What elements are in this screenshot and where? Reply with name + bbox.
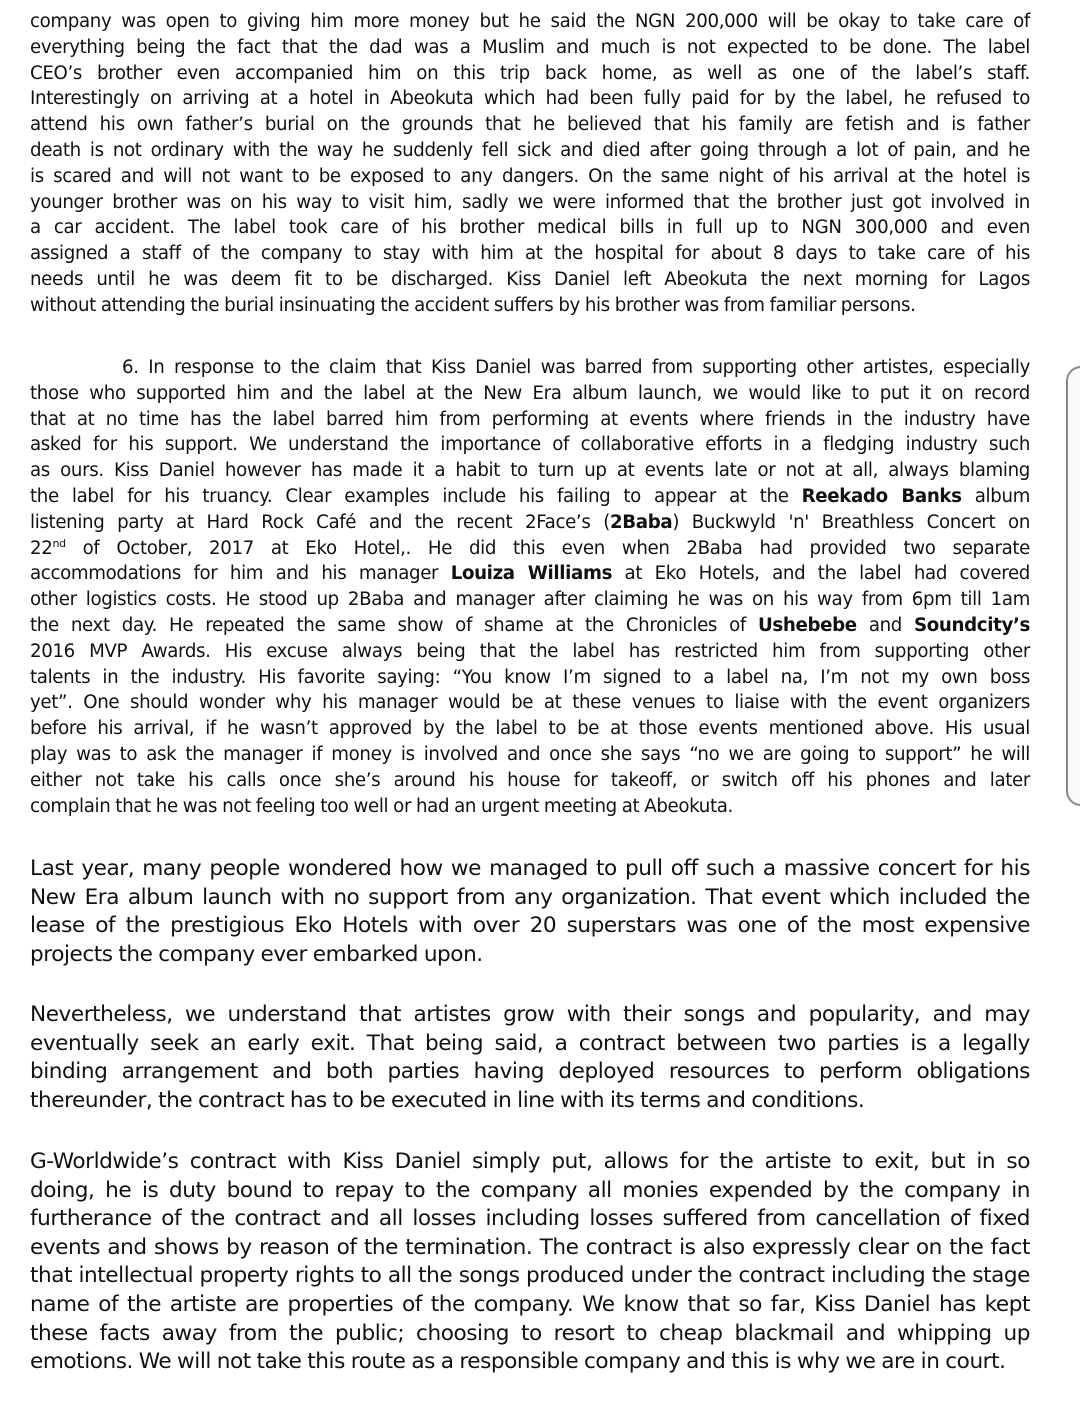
text-line [30,742,1030,768]
text-line: lease of the prestigious Eko Hotels with over 20 superstars was one of the most expensive [30,913,1030,939]
line-text: before his arrival, if he wasn’t approved by the label to be at those events mentioned above. His usual [30,718,1030,740]
line-text: play was to ask the manager if money is involved and once she says “no we are going to support” he will [30,743,1030,765]
text-line: is scared and will not want to be exposed to any dangers. On the same night of his arrival at the hotel is [30,165,1030,187]
bold-name-2baba: 2Baba [609,511,673,533]
text-line [30,768,1030,794]
text-line [30,690,1030,716]
line-text: album [961,485,1030,507]
text-line: New Era album launch with no support from any organization. That event which included the [30,884,1030,910]
text-line: G-Worldwide’s contract with Kiss Daniel simply put, allows for the artiste to exit, but in so [30,1149,1030,1174]
line-text: talents in the industry. His favorite saying: “You know I’m signed to a label na, I’m not my own boss [30,666,1030,688]
text-line: projects the company ever embarked upon. [30,941,483,967]
line-text: as ours. Kiss Daniel however has made it a habit to turn up at events late or not at all, always blaming [30,460,1030,482]
line-text: other logistics costs. He stood up 2Baba and manager after claiming he was on his way from 6pm till 1am [30,589,1030,611]
text-line: attend his own father’s burial on the grounds that he believed that his family are fetish and is father [30,114,1030,136]
line-text: yet”. One should wonder why his manager would be at these venues to liaise with the event organizers [30,692,1030,714]
scroll-handle[interactable] [1066,366,1080,806]
line-text: and [856,614,915,636]
text-line: a car accident. The label took care of his brother medical bills in full up to NGN 300,000 and even [30,217,1030,239]
line-text: 22 [30,537,53,559]
line-text: complain that he was not feeling too well or had an urgent meeting at Abeokuta. [30,795,733,817]
text-line: without attending the burial insinuating the accident suffers by his brother was from familiar persons. [30,294,916,316]
text-line [30,561,1030,587]
text-line [30,355,1030,381]
text-line: CEO’s brother even accompanied him on this trip back home, as well as one of the label’s staff. [30,62,1030,84]
paragraph-last-year [30,855,1030,969]
paragraph-nevertheless [30,1001,1030,1115]
text-line [30,536,1030,562]
text-line: thereunder, the contract has to be executed in line with its terms and conditions. [30,1087,865,1113]
text-line [30,613,1030,639]
line-text: at Eko Hotels, and the label had covered [612,563,1030,585]
text-line: that intellectual property rights to all the songs produced under the contract including the stage [30,1263,1030,1289]
text-line: needs until he was deem fit to be discharged. Kiss Daniel left Abeokuta the next morning for Lagos [30,268,1030,290]
paragraph-burial-account [30,9,1030,319]
text-line [30,587,1030,613]
text-line: assigned a staff of the company to stay with him at the hospital for about 8 days to take care of his [30,243,1030,265]
bold-name-soundcity: Soundcity’s [914,614,1030,636]
text-line [30,639,1030,665]
text-line [30,716,1030,742]
paragraph-point-6 [30,355,1030,819]
text-line [30,794,1030,820]
bold-name-reekado-banks: Reekado Banks [801,485,962,507]
line-text: either not take his calls once she’s around his house for takeoff, or switch off his phones and later [30,769,1030,791]
line-text: that at no time has the label barred him from performing at events where friends in the industry have [30,408,1030,430]
text-line: name of the artiste are properties of the company. We know that so far, Kiss Daniel has kept [30,1291,1030,1317]
paragraph-contract [30,1148,1030,1377]
text-line [30,510,1030,536]
text-line: eventually seek an early exit. That being said, a contract between two parties is a legally [30,1030,1030,1056]
text-line: these facts away from the public; choosing to resort to cheap blackmail and whipping up [30,1320,1030,1346]
text-line [30,381,1030,407]
bold-name-louiza-williams: Louiza Williams [450,563,613,585]
line-text: asked for his support. We understand the importance of collaborative efforts in a fledging industry such [30,434,1030,456]
text-line [30,432,1030,458]
text-line: events and shows by reason of the termination. The contract is also expressly clear on the fact [30,1234,1030,1260]
text-line: binding arrangement and both parties having deployed resources to perform obligations [30,1059,1030,1085]
line-text: 6. In response to the claim that Kiss Daniel was barred from supporting other artistes, especially [122,357,1030,378]
line-text: ) Buckwyld 'n' Breathless Concert on [672,511,1031,533]
text-line: everything being the fact that the dad was a Muslim and much is not expected to be done. The label [30,36,1030,58]
line-text: the label for his truancy. Clear examples include his failing to appear at the [30,485,802,507]
text-line: doing, he is duty bound to repay to the company all monies expended by the company in [30,1177,1030,1203]
bold-name-ushebebe: Ushebebe [757,614,857,636]
text-line: furtherance of the contract and all losses including losses suffered from cancellation of fixed [30,1206,1030,1232]
line-text: the next day. He repeated the same show of shame at the Chronicles of [30,614,758,636]
text-line [30,458,1030,484]
line-text: listening party at Hard Rock Café and the recent 2Face’s ( [30,511,610,533]
text-line: younger brother was on his way to visit him, sadly we were informed that the brother just got involved in [30,191,1030,213]
ordinal-superscript: nd [52,536,66,550]
text-line: Nevertheless, we understand that artistes grow with their songs and popularity, and may [30,1002,1030,1027]
text-line: emotions. We will not take this route as a responsible company and this is why we are in court. [30,1349,1006,1375]
text-line [30,484,1030,510]
text-line [30,665,1030,691]
line-text: accommodations for him and his manager [30,563,451,585]
text-line: death is not ordinary with the way he suddenly fell sick and died after going through a lot of pain, and he [30,139,1030,161]
text-line: Interestingly on arriving at a hotel in Abeokuta which had been fully paid for by the label, he refused to [30,88,1030,110]
line-text: those who supported him and the label at the New Era album launch, we would like to put it on record [30,382,1030,404]
line-text: of October, 2017 at Eko Hotel,. He did this even when 2Baba had provided two separate [65,537,1030,559]
text-line: company was open to giving him more money but he said the NGN 200,000 will be okay to take care of [30,11,1030,32]
text-line: Last year, many people wondered how we managed to pull off such a massive concert for his [30,856,1030,881]
text-line [30,407,1030,433]
line-text: 2016 MVP Awards. His excuse always being that the label has restricted him from supporting other [30,640,1030,662]
